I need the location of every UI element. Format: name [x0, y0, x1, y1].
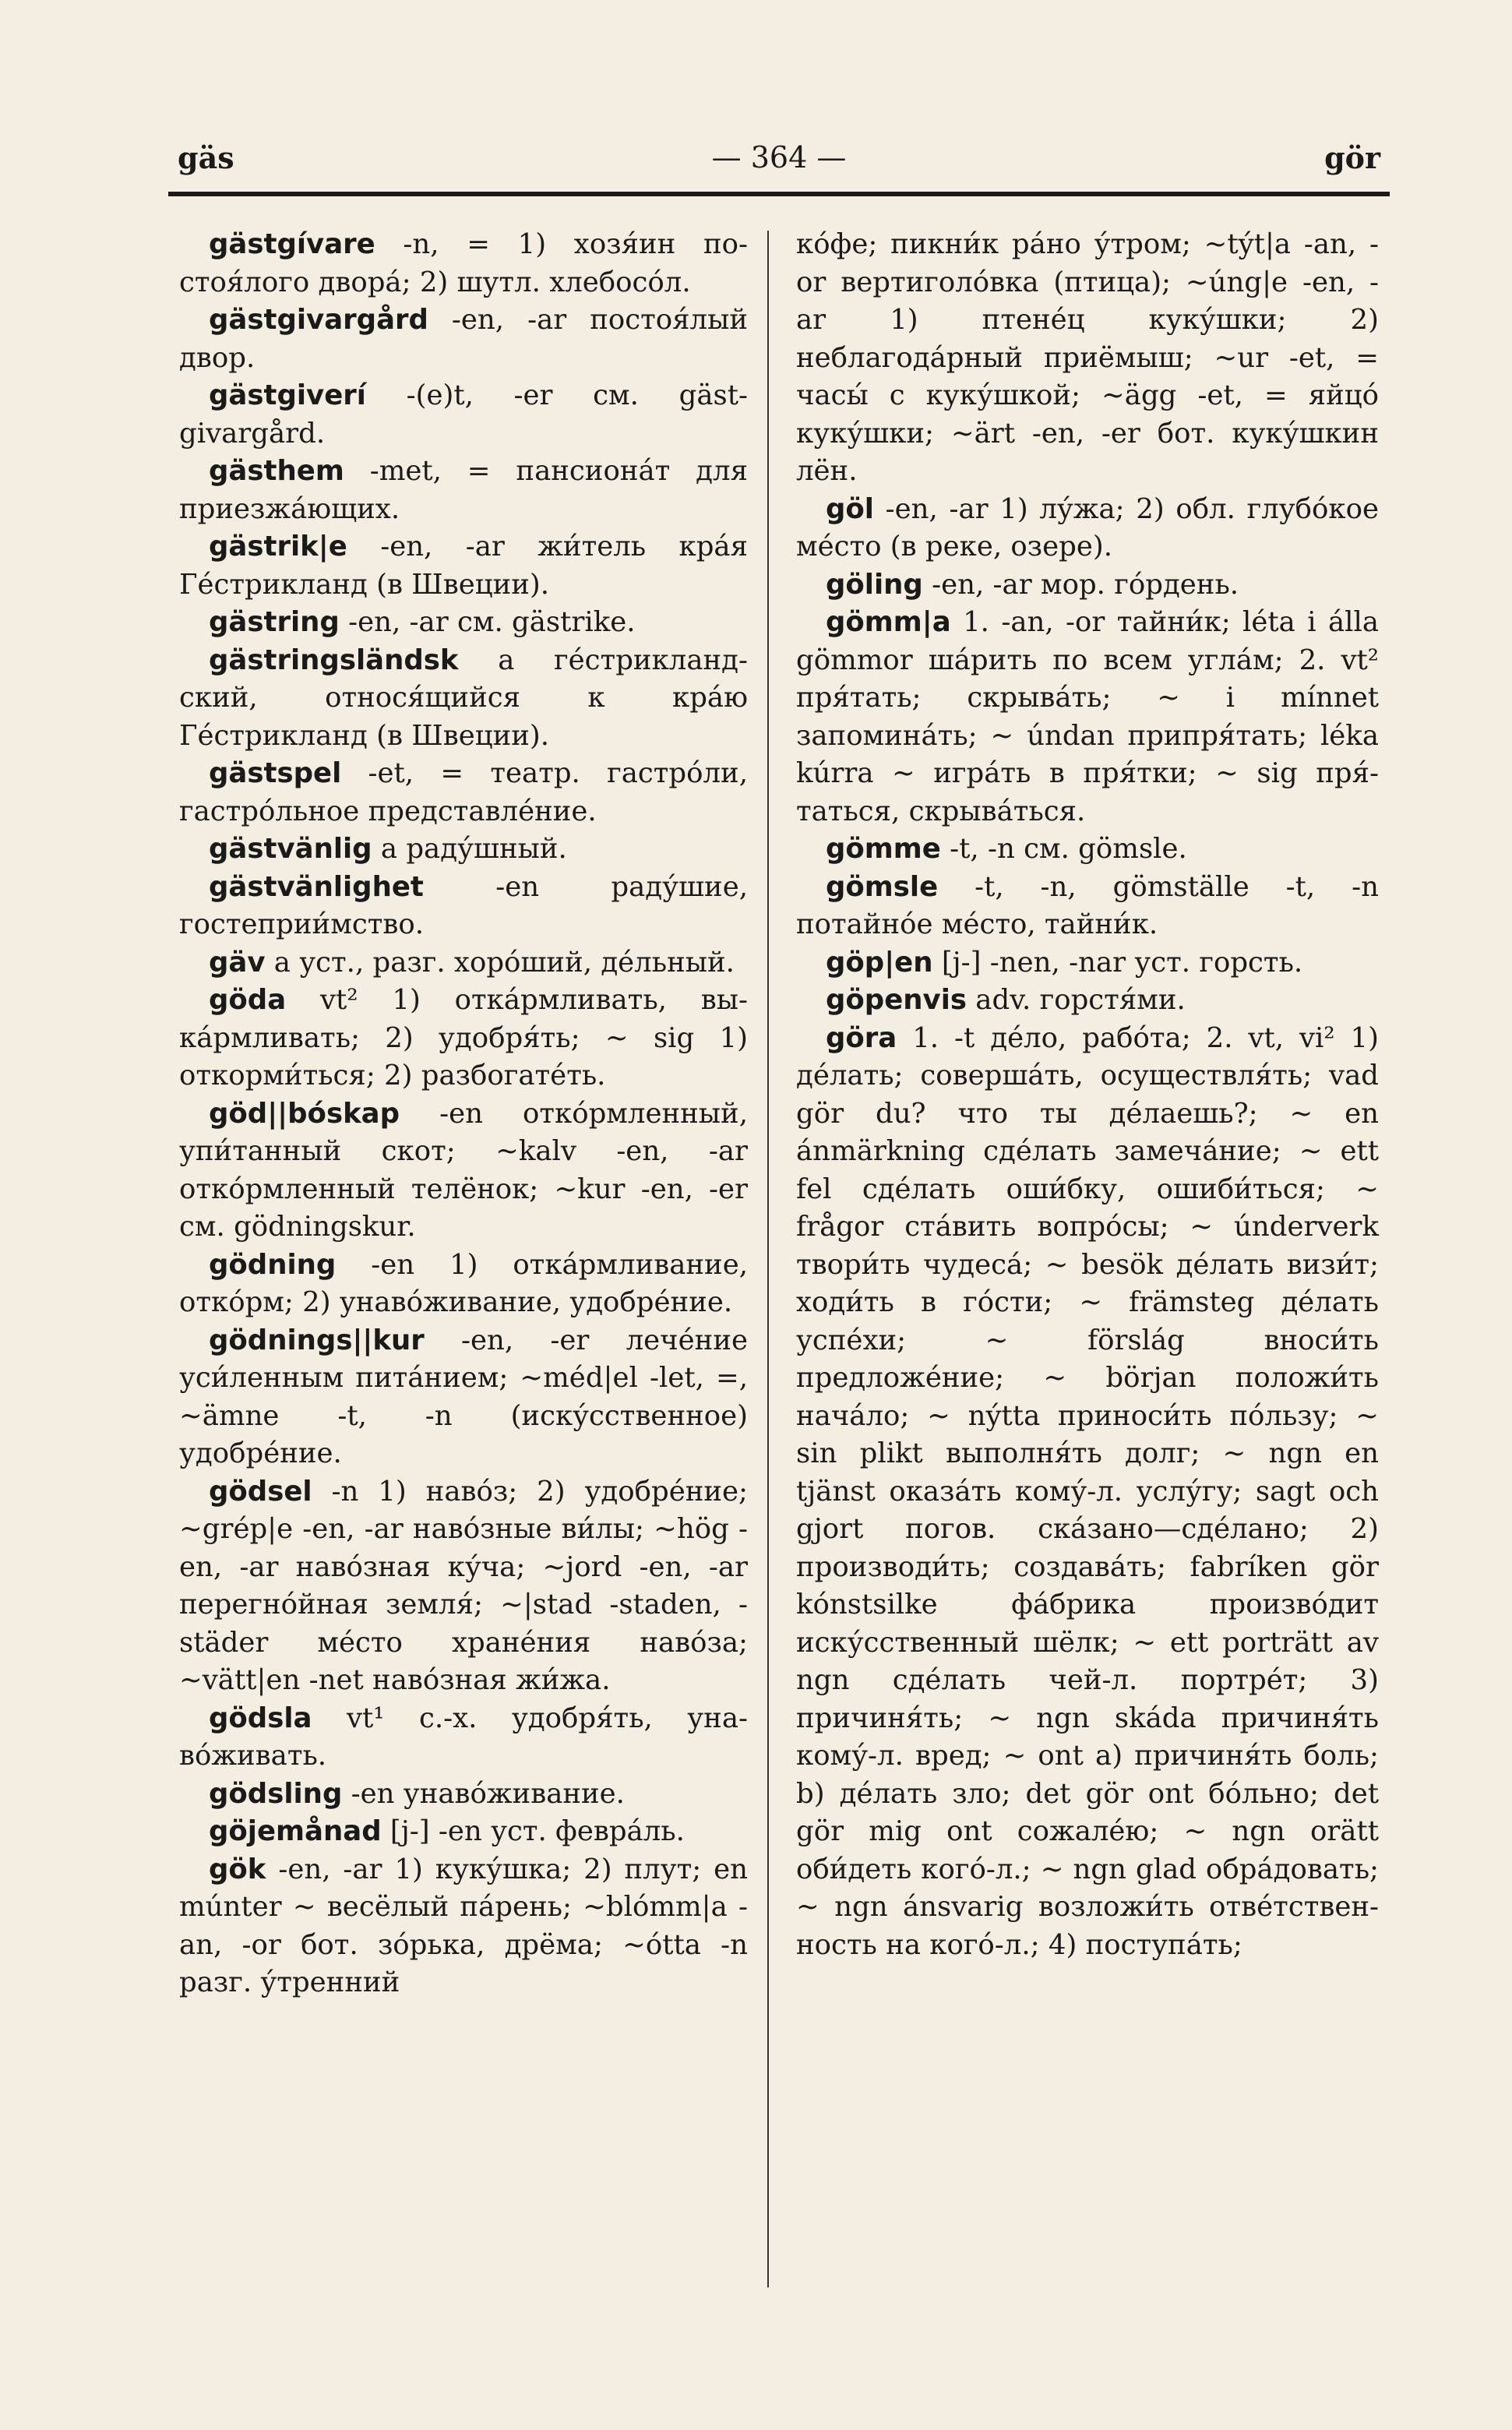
entry-definition: -(e)t, -er см. gästgivargård.: [179, 379, 748, 450]
entry-headword: gömm|a: [826, 606, 951, 638]
entry-headword: gömme: [826, 833, 941, 865]
entry-definition: -en 1) отка́рмливание, отко́рм; 2) унаво́живание, удобре́ние.: [179, 1248, 748, 1318]
dictionary-entry: [796, 566, 1379, 605]
dictionary-entry: [179, 1095, 748, 1247]
dictionary-entry: [179, 982, 748, 1095]
dictionary-entry: [796, 604, 1379, 831]
left-column: [179, 226, 748, 2002]
dictionary-entry: [179, 1776, 748, 1814]
entry-headword: gödning: [209, 1248, 337, 1281]
dictionary-entry: [179, 604, 748, 642]
entry-headword: gödsel: [209, 1475, 312, 1508]
dictionary-entry: [179, 869, 748, 944]
dictionary-entry: [179, 1322, 748, 1473]
entry-headword: göd||bóskap: [209, 1097, 400, 1130]
dictionary-entry: [179, 226, 748, 302]
dictionary-entry: [179, 1851, 748, 2002]
entry-definition: [j-] -nen, -nar уст. горсть.: [932, 946, 1303, 979]
entry-headword: gök: [209, 1853, 266, 1885]
entry-definition: a уст., разг. хоро́ший, де́льный.: [265, 946, 735, 979]
entry-headword: gödnings||kur: [209, 1324, 425, 1356]
entry-headword: gästringsländsk: [209, 644, 459, 676]
dictionary-entry: [796, 491, 1379, 566]
entry-definition: [j-] -en уст. февра́ль.: [381, 1815, 685, 1847]
entry-definition: -t, -n, gömställe -t, -n потайно́е ме́сто, тайни́к.: [796, 870, 1379, 940]
entry-definition: -en, -ar 1) лу́жа; 2) обл. глубо́кое ме́сто (в реке, озере).: [796, 492, 1379, 563]
dictionary-entry: [179, 1700, 748, 1776]
entry-definition: -en, -er лече́ние уси́ленным пита́нием; ~méd|el -let, =, ~ämne -t, -n (иску́сственное) удобре́ние.: [179, 1324, 748, 1469]
entry-definition: vt² 1) отка́рмливать, выка́рмливать; 2) удобря́ть; ~ sig 1) откорми́ться; 2) разбогате́ть.: [179, 984, 748, 1092]
entry-headword: göra: [826, 1021, 897, 1054]
page-number: — 364 —: [711, 140, 847, 175]
entry-definition: 1. -an, -or тайни́к; léta i álla gömmor ша́рить по всем угла́м; 2. vt² пря́тать; скрыва́ть; ~ i mínnet запомина́ть; ~ úndan припря́тать; léka kúrra ~ игра́ть в пря́тки; ~ sig пря́таться, скрыва́ться.: [796, 606, 1379, 827]
dictionary-entry: [179, 642, 748, 756]
entry-definition: -en, -ar мор. го́рдень.: [922, 568, 1239, 601]
dictionary-entry: [179, 302, 748, 377]
entry-headword: gästspel: [209, 757, 342, 789]
entry-headword: gästhem: [209, 455, 344, 487]
dictionary-entry: [796, 869, 1379, 944]
entry-headword: gäv: [209, 946, 266, 979]
dictionary-entry: [179, 1247, 748, 1322]
entry-headword: göjemånad: [209, 1815, 382, 1847]
dictionary-entry: [796, 1020, 1379, 1965]
dictionary-entry: [179, 453, 748, 528]
entry-headword: göp|en: [826, 946, 933, 979]
entry-headword: gömsle: [826, 870, 939, 903]
entry-definition: -en, -ar постоя́лый двор.: [179, 304, 748, 374]
entry-headword: göl: [826, 492, 874, 525]
entry-definition: -en отко́рмленный, упи́танный скот; ~kalv -en, -ar отко́рмленный телёнок; ~kur -en, -er см. gödningskur.: [179, 1097, 748, 1243]
entry-headword: gästgivargård: [209, 304, 428, 336]
entry-definition: -n 1) наво́з; 2) удобре́ние; ~grép|e -en, -ar наво́зные ви́лы; ~hög -en, -ar наво́зная ку́ча; ~jord -en, -ar перегно́йная земля́; ~|stad -staden, -städer ме́сто хране́ния наво́за; ~vätt|en -net наво́зная жи́жа.: [179, 1475, 748, 1696]
dictionary-entry: [179, 755, 748, 831]
entry-definition: -en, -ar см. gästrike.: [339, 606, 636, 638]
entry-headword: gästgívare: [209, 228, 375, 260]
column-divider: [767, 231, 769, 2287]
entry-headword: gästgiverí: [209, 379, 366, 411]
dictionary-entry: [179, 944, 748, 982]
dictionary-entry: [796, 226, 1379, 491]
left-guide-word: gäs: [178, 140, 234, 175]
entry-definition: ко́фе; пикни́к ра́но у́тром; ~týt|a -an, -or вертиголо́вка (птица); ~úng|e -en, -ar 1) птене́ц куку́шки; 2) неблагода́рный приёмыш; ~ur -et, = часы́ с куку́шкой; ~ägg -et, = яйцо́ куку́шки; ~ärt -en, -er бот. куку́шкин лён.: [796, 228, 1379, 487]
dictionary-entry: [796, 831, 1379, 869]
header-rule: [168, 192, 1390, 196]
entry-headword: göling: [826, 568, 923, 601]
entry-headword: gästvänlighet: [209, 870, 424, 903]
dictionary-entry: [179, 831, 748, 869]
dictionary-entry: [179, 377, 748, 453]
entry-headword: gästrik|e: [209, 531, 347, 563]
page-header: [178, 140, 1380, 184]
entry-definition: -n, = 1) хозя́ин постоя́лого двора́; 2) шутл. хлебосо́л.: [179, 228, 748, 298]
entry-definition: -t, -n см. gömsle.: [940, 833, 1187, 865]
entry-headword: göpenvis: [826, 984, 967, 1016]
entry-definition: adv. горстя́ми.: [967, 984, 1186, 1016]
dictionary-entry: [796, 944, 1379, 982]
entry-definition: a раду́шный.: [372, 833, 567, 865]
dictionary-entry: [179, 528, 748, 604]
dictionary-entry: [179, 1473, 748, 1700]
dictionary-entry: [796, 982, 1379, 1020]
entry-headword: gästvänlig: [209, 833, 372, 865]
entry-definition: -en раду́шие, гостеприи́мство.: [179, 870, 748, 940]
entry-headword: göda: [209, 984, 287, 1016]
entry-headword: gästring: [209, 606, 340, 638]
entry-definition: a ге́стрикландский, относя́щийся к кра́ю Ге́стрикланд (в Швеции).: [179, 644, 748, 752]
entry-definition: -et, = театр. гастро́ли, гастро́льное представле́ние.: [179, 757, 748, 827]
entry-definition: -en, -ar 1) куку́шка; 2) плут; en múnter ~ весёлый па́рень; ~blómm|a -an, -or бот. зо́рька, дрёма; ~ótta -n разг. у́тренний: [179, 1853, 748, 1998]
entry-headword: gödsling: [209, 1777, 343, 1810]
entry-definition: vt¹ с.-х. удобря́ть, унаво́живать.: [179, 1702, 748, 1772]
right-guide-word: gör: [1324, 140, 1380, 175]
right-column: [796, 226, 1379, 1964]
entry-definition: -en унаво́живание.: [342, 1777, 625, 1810]
entry-definition: -en, -ar жи́тель кра́я Ге́стрикланд (в Швеции).: [179, 531, 748, 601]
entry-headword: gödsla: [209, 1702, 312, 1734]
dictionary-entry: [179, 1813, 748, 1851]
entry-definition: -met, = пансиона́т для приезжа́ющих.: [179, 455, 748, 525]
entry-definition: 1. -t де́ло, рабо́та; 2. vt, vi² 1) де́лать; соверша́ть, осуществля́ть; vad gör du? что ты де́лаешь?; ~ en ánmärkning сде́лать замеча́ние; ~ ett fel сде́лать оши́бку, ошиби́ться; ~ frågor ста́вить вопро́сы; ~ únderverk твори́ть чудеса́; ~ besök де́лать визи́т; ходи́ть в го́сти; ~ främsteg де́лать успе́хи; ~ förslág вноси́ть предложе́ние; ~ början положи́ть нача́ло; ~ nýtta приноси́ть по́льзу; ~ sin plikt выполня́ть долг; ~ ngn en tjänst оказа́ть кому́-л. услу́гу; sagt och gjort погов. ска́зано—сде́лано; 2) производи́ть; создава́ть; fabríken gör kónstsilke фа́брика произво́дит иску́сственный шёлк; ~ ett porträtt av ngn сде́лать чей-л. портре́т; 3) причиня́ть; ~ ngn skáda причиня́ть кому́-л. вред; ~ ont a) причиня́ть боль; b) де́лать зло; det gör ont бо́льно; det gör mig ont сожале́ю; ~ ngn orätt оби́деть кого́-л.; ~ ngn glad обра́довать; ~ ngn ánsvarig возложи́ть отве́тственность на кого́-л.; 4) поступа́ть;: [796, 1021, 1379, 1961]
